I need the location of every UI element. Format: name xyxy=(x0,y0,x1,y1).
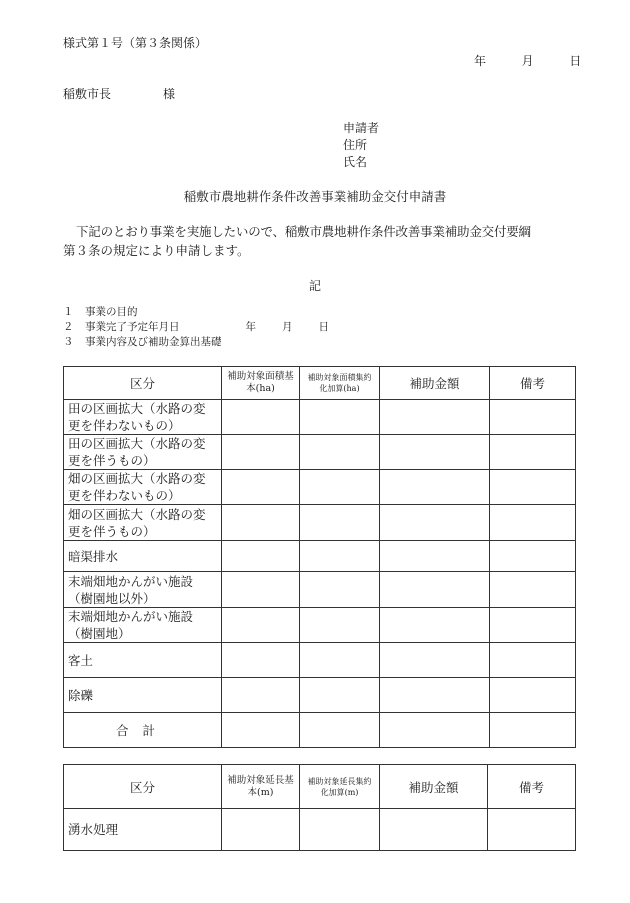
addressee xyxy=(63,85,175,102)
body-line-2: 第３条の規定により申請します。 xyxy=(63,243,250,258)
list-item: ３ 事業内容及び補助金算出基礎 xyxy=(63,336,222,348)
form-number: 様式第１号（第３条関係） xyxy=(63,36,208,50)
addressee-name: 稲敷市長 xyxy=(63,87,112,101)
table-total-row: 合計 xyxy=(64,713,576,748)
header-amount: 補助金額 xyxy=(380,765,488,809)
table-header-row xyxy=(64,765,576,809)
header-category: 区分 xyxy=(64,367,222,400)
body-text xyxy=(63,222,575,260)
table-row: 田の区画拡大（水路の変更を伴わないもの） xyxy=(64,400,576,435)
applicant-name-label: 氏名 xyxy=(343,155,368,169)
header-remarks: 備考 xyxy=(488,765,576,809)
table-header-row xyxy=(64,367,576,400)
table-row: 田の区画拡大（水路の変更を伴うもの） xyxy=(64,435,576,470)
date-line xyxy=(474,52,581,69)
addressee-honorific: 様 xyxy=(163,87,176,101)
header-length-basic: 補助対象延長基本(m) xyxy=(222,765,300,809)
document-title: 稲敷市農地耕作条件改善事業補助金交付申請書 xyxy=(183,189,447,204)
list-item: １ 事業の目的 xyxy=(63,306,138,318)
table-row: 末端畑地かんがい施設（樹園地以外） xyxy=(64,572,576,608)
body-line-1: 下記のとおり事業を実施したいので、稲敷市農地耕作条件改善事業補助金交付要綱 xyxy=(76,224,531,239)
header-area-consolidation: 補助対象面積集約化加算(ha) xyxy=(300,367,380,400)
item-list xyxy=(63,305,329,350)
table-row: 畑の区画拡大（水路の変更を伴わないもの） xyxy=(64,470,576,505)
list-item: ２ 事業完了予定年月日 年 月 日 xyxy=(63,321,329,333)
applicant-block xyxy=(343,120,379,171)
table-row: 畑の区画拡大（水路の変更を伴うもの） xyxy=(64,505,576,541)
header-amount: 補助金額 xyxy=(380,367,490,400)
table-row: 客土 xyxy=(64,643,576,678)
header-remarks: 備考 xyxy=(490,367,576,400)
table-row: 末端畑地かんがい施設（樹園地） xyxy=(64,608,576,643)
ki-heading: 記 xyxy=(308,279,321,293)
applicant-title: 申請者 xyxy=(343,121,380,135)
subsidy-length-table xyxy=(63,764,576,851)
table-row: 暗渠排水 xyxy=(64,541,576,572)
header-length-consolidation: 補助対象延長集約化加算(m) xyxy=(300,765,380,809)
table-row: 除礫 xyxy=(64,678,576,713)
header-category: 区分 xyxy=(64,765,222,809)
subsidy-area-table xyxy=(63,366,576,748)
date-month: 月 xyxy=(521,54,534,68)
table-row: 湧水処理 xyxy=(64,809,576,851)
header-area-basic: 補助対象面積基本(ha) xyxy=(222,367,300,400)
date-day: 日 xyxy=(569,54,582,68)
date-year: 年 xyxy=(474,54,487,68)
applicant-address-label: 住所 xyxy=(343,138,368,152)
